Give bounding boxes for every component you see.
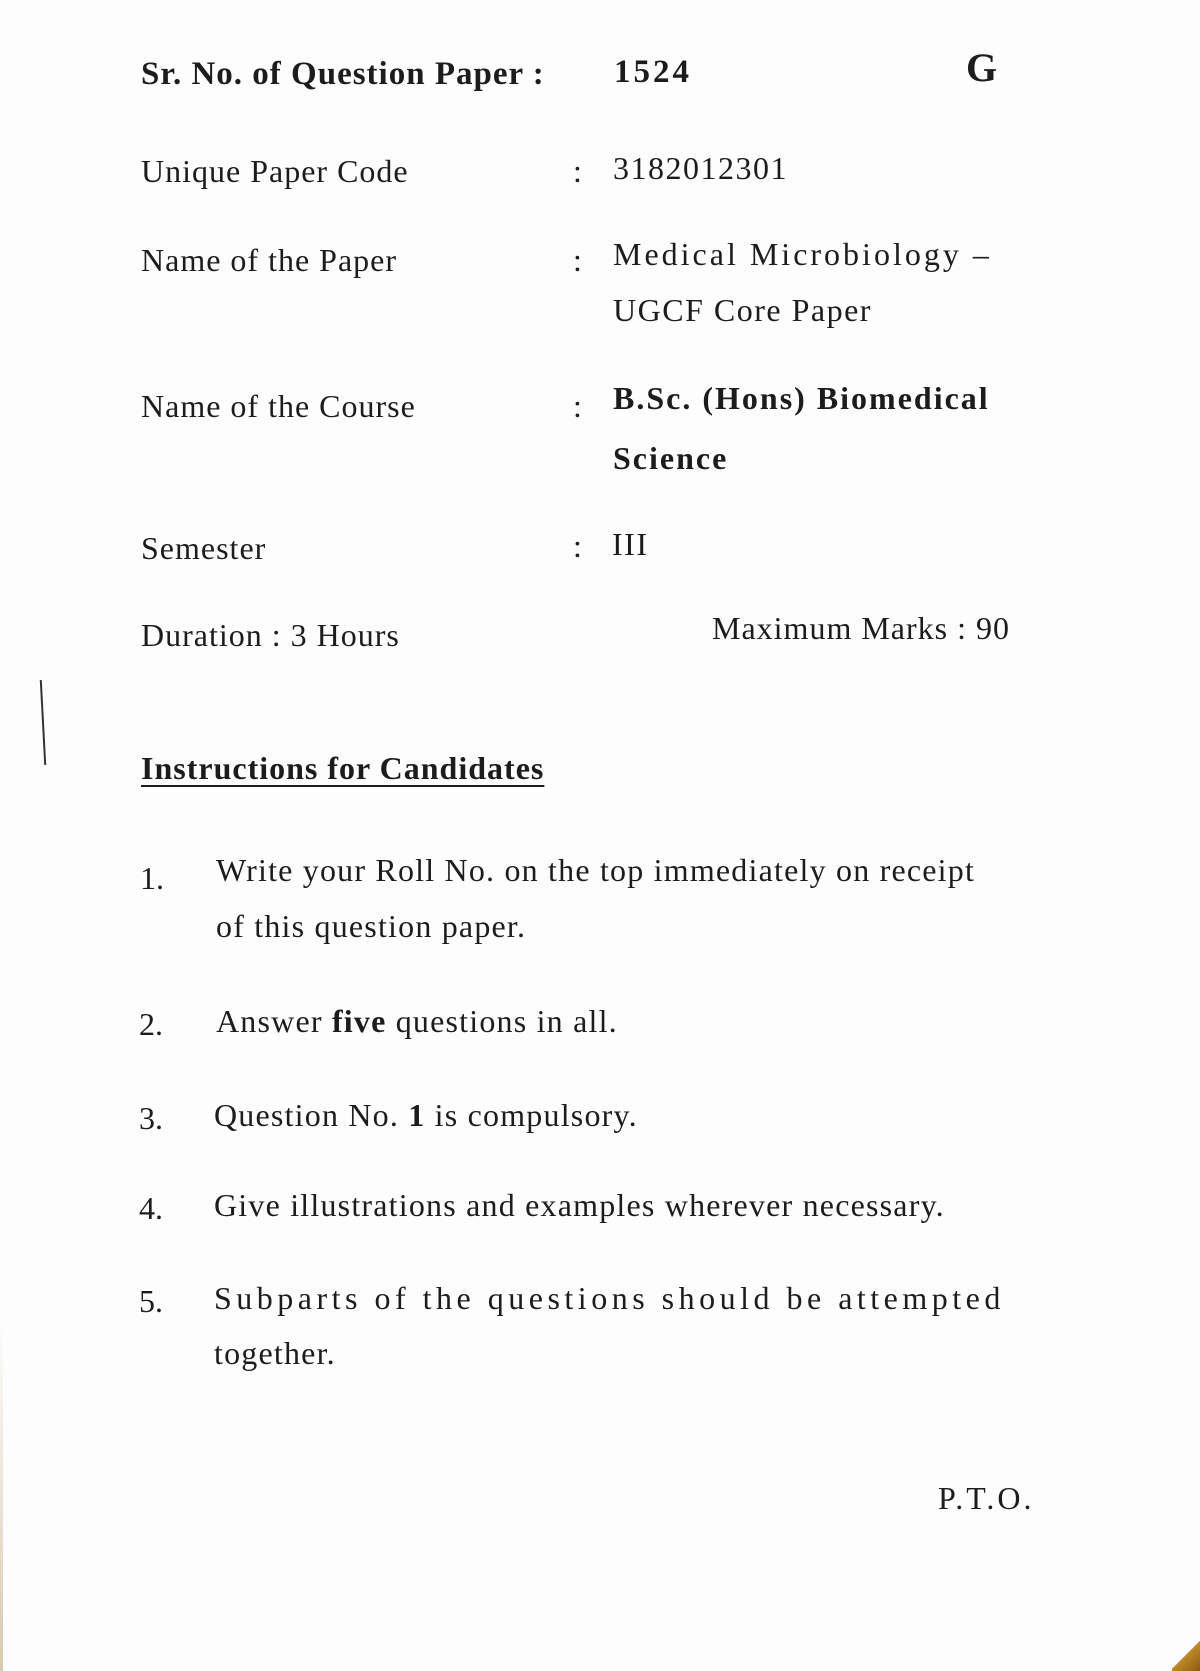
instruction-item-1-line2: of this question paper. [216,908,527,944]
instruction-number: 1. [140,860,164,896]
instruction-text: is compulsory. [425,1097,638,1133]
instruction-emphasis: five [331,1003,387,1039]
instruction-text: Question No. [214,1097,409,1133]
paper-edge-shadow [0,1320,3,1671]
course-name-label: Name of the Course [141,388,416,424]
instruction-item-2 [216,1003,618,1040]
instruction-item-3 [214,1097,638,1134]
sr-no-value: 1524 [614,54,692,90]
colon: : [573,388,582,424]
instruction-emphasis: 1 [408,1097,426,1133]
instruction-item-1-line1: Write your Roll No. on the top immediately on receipt [216,852,976,888]
maximum-marks: Maximum Marks : 90 [712,610,1010,646]
colon: : [573,528,582,564]
instructions-title: Instructions for Candidates [141,750,545,786]
instruction-item-5-line1: Subparts of the questions should be attempted [214,1280,1005,1316]
instruction-number: 4. [139,1190,163,1226]
course-name-value-line1: B.Sc. (Hons) Biomedical [613,380,990,416]
paper-name-value-line1: Medical Microbiology – [613,236,992,272]
instruction-number: 5. [139,1283,163,1319]
paper-name-value-line2: UGCF Core Paper [613,292,872,328]
instruction-number: 3. [139,1100,163,1136]
paper-corner [1172,1631,1200,1671]
sr-no-label: Sr. No. of Question Paper : [141,56,545,92]
semester-value: III [612,526,649,562]
colon: : [573,153,582,189]
pto-note: P.T.O. [938,1480,1035,1516]
unique-paper-code-label: Unique Paper Code [141,153,409,189]
course-name-value-line2: Science [613,440,729,476]
instruction-item-5-line2: together. [214,1335,336,1371]
instruction-text: questions in all. [386,1003,618,1039]
series-letter: G [966,45,998,90]
instruction-item-4: Give illustrations and examples wherever necessary. [214,1187,945,1223]
paper-name-label: Name of the Paper [141,242,398,278]
semester-label: Semester [141,530,267,566]
instruction-number: 2. [139,1006,163,1042]
instruction-text: Answer [216,1003,332,1039]
colon: : [573,242,582,278]
unique-paper-code-value: 3182012301 [613,150,788,186]
margin-pen-mark [40,680,46,765]
duration: Duration : 3 Hours [141,617,400,653]
